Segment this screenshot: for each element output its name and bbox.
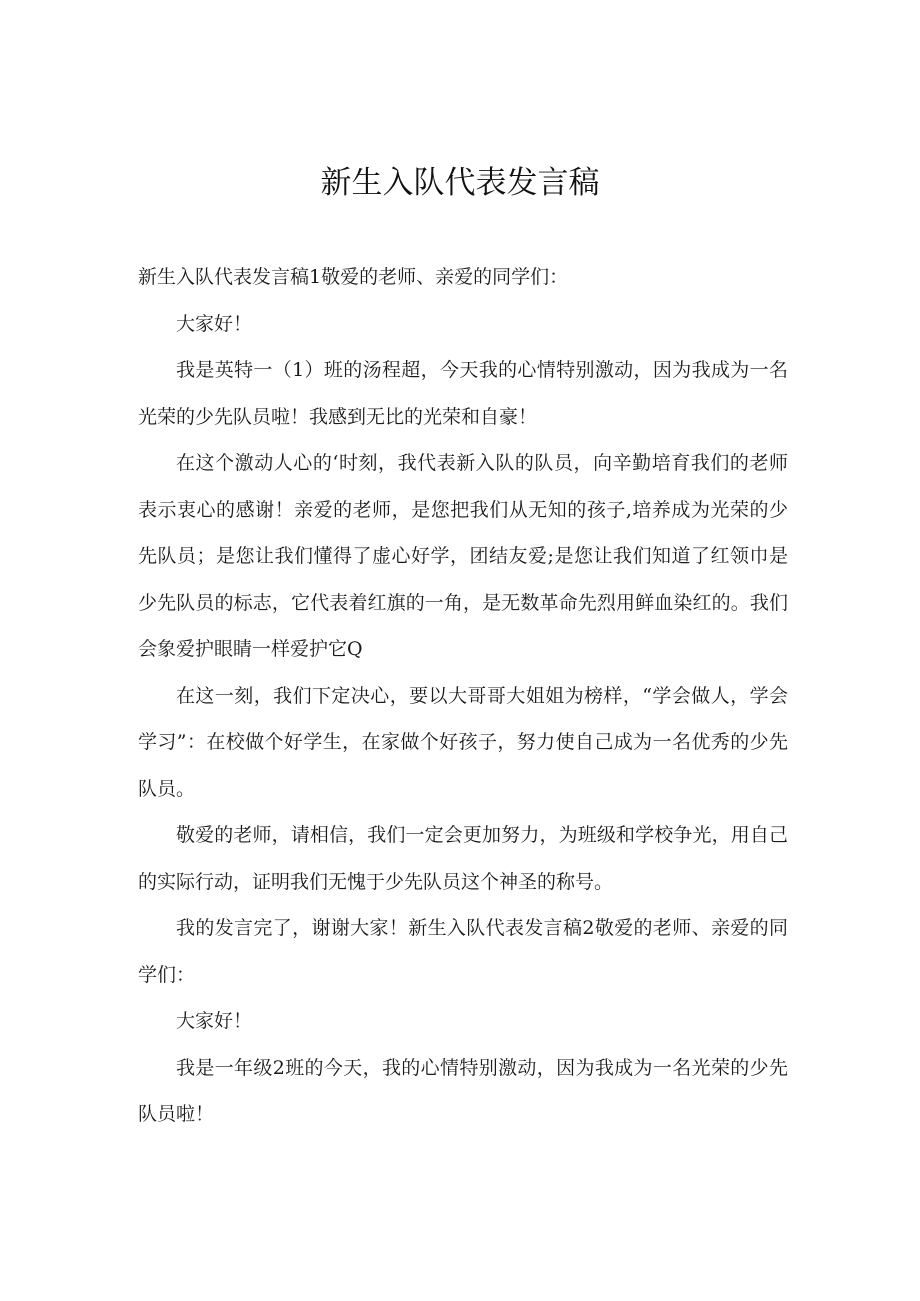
paragraph-promise: 敬爱的老师，请相信，我们一定会更加努力，为班级和学校争光，用自己的实际行动，证明我们无愧于少先队员这个神圣的称号。	[138, 824, 788, 893]
paragraph-thanks: 在这个激动人心的‘时刻，我代表新入队的队员，向辛勤培育我们的老师表示衷心的感谢！亲爱的老师，是您把我们从无知的孩子,培养成为光荣的少先队员；是您让我们懂得了虚心好学，团结友爱;是您让我们知道了红领巾是少先队员的标志，它代表着红旗的一角，是无数革命先烈用鲜血染红的。我们会象爱护眼睛一样爱护它Q	[138, 452, 788, 660]
paragraph-intro: 新生入队代表发言稿1敬爱的老师、亲爱的同学们：	[138, 266, 569, 288]
paragraph-determination: 在这一刻，我们下定决心，要以大哥哥大姐姐为榜样，“学会做人，学会学习”：在校做个好学生，在家做个好孩子，努力使自己成为一名优秀的少先队员。	[138, 684, 788, 800]
paragraph-greeting-1: 大家好！	[176, 312, 253, 335]
paragraph-closing: 我的发言完了，谢谢大家！新生入队代表发言稿2敬爱的老师、亲爱的同学们：	[138, 917, 788, 986]
paragraph-greeting-2: 大家好！	[176, 1010, 253, 1032]
document-body	[138, 254, 788, 1138]
paragraph-self-intro-1: 我是英特一（1）班的汤程超，今天我的心情特别激动，因为我成为一名光荣的少先队员啦！我感到无比的光荣和自豪！	[138, 359, 788, 428]
paragraph-self-intro-2: 我是一年级2班的今天，我的心情特别激动，因为我成为一名光荣的少先队员啦！	[138, 1056, 788, 1125]
document-title: 新生入队代表发言稿	[320, 165, 600, 201]
